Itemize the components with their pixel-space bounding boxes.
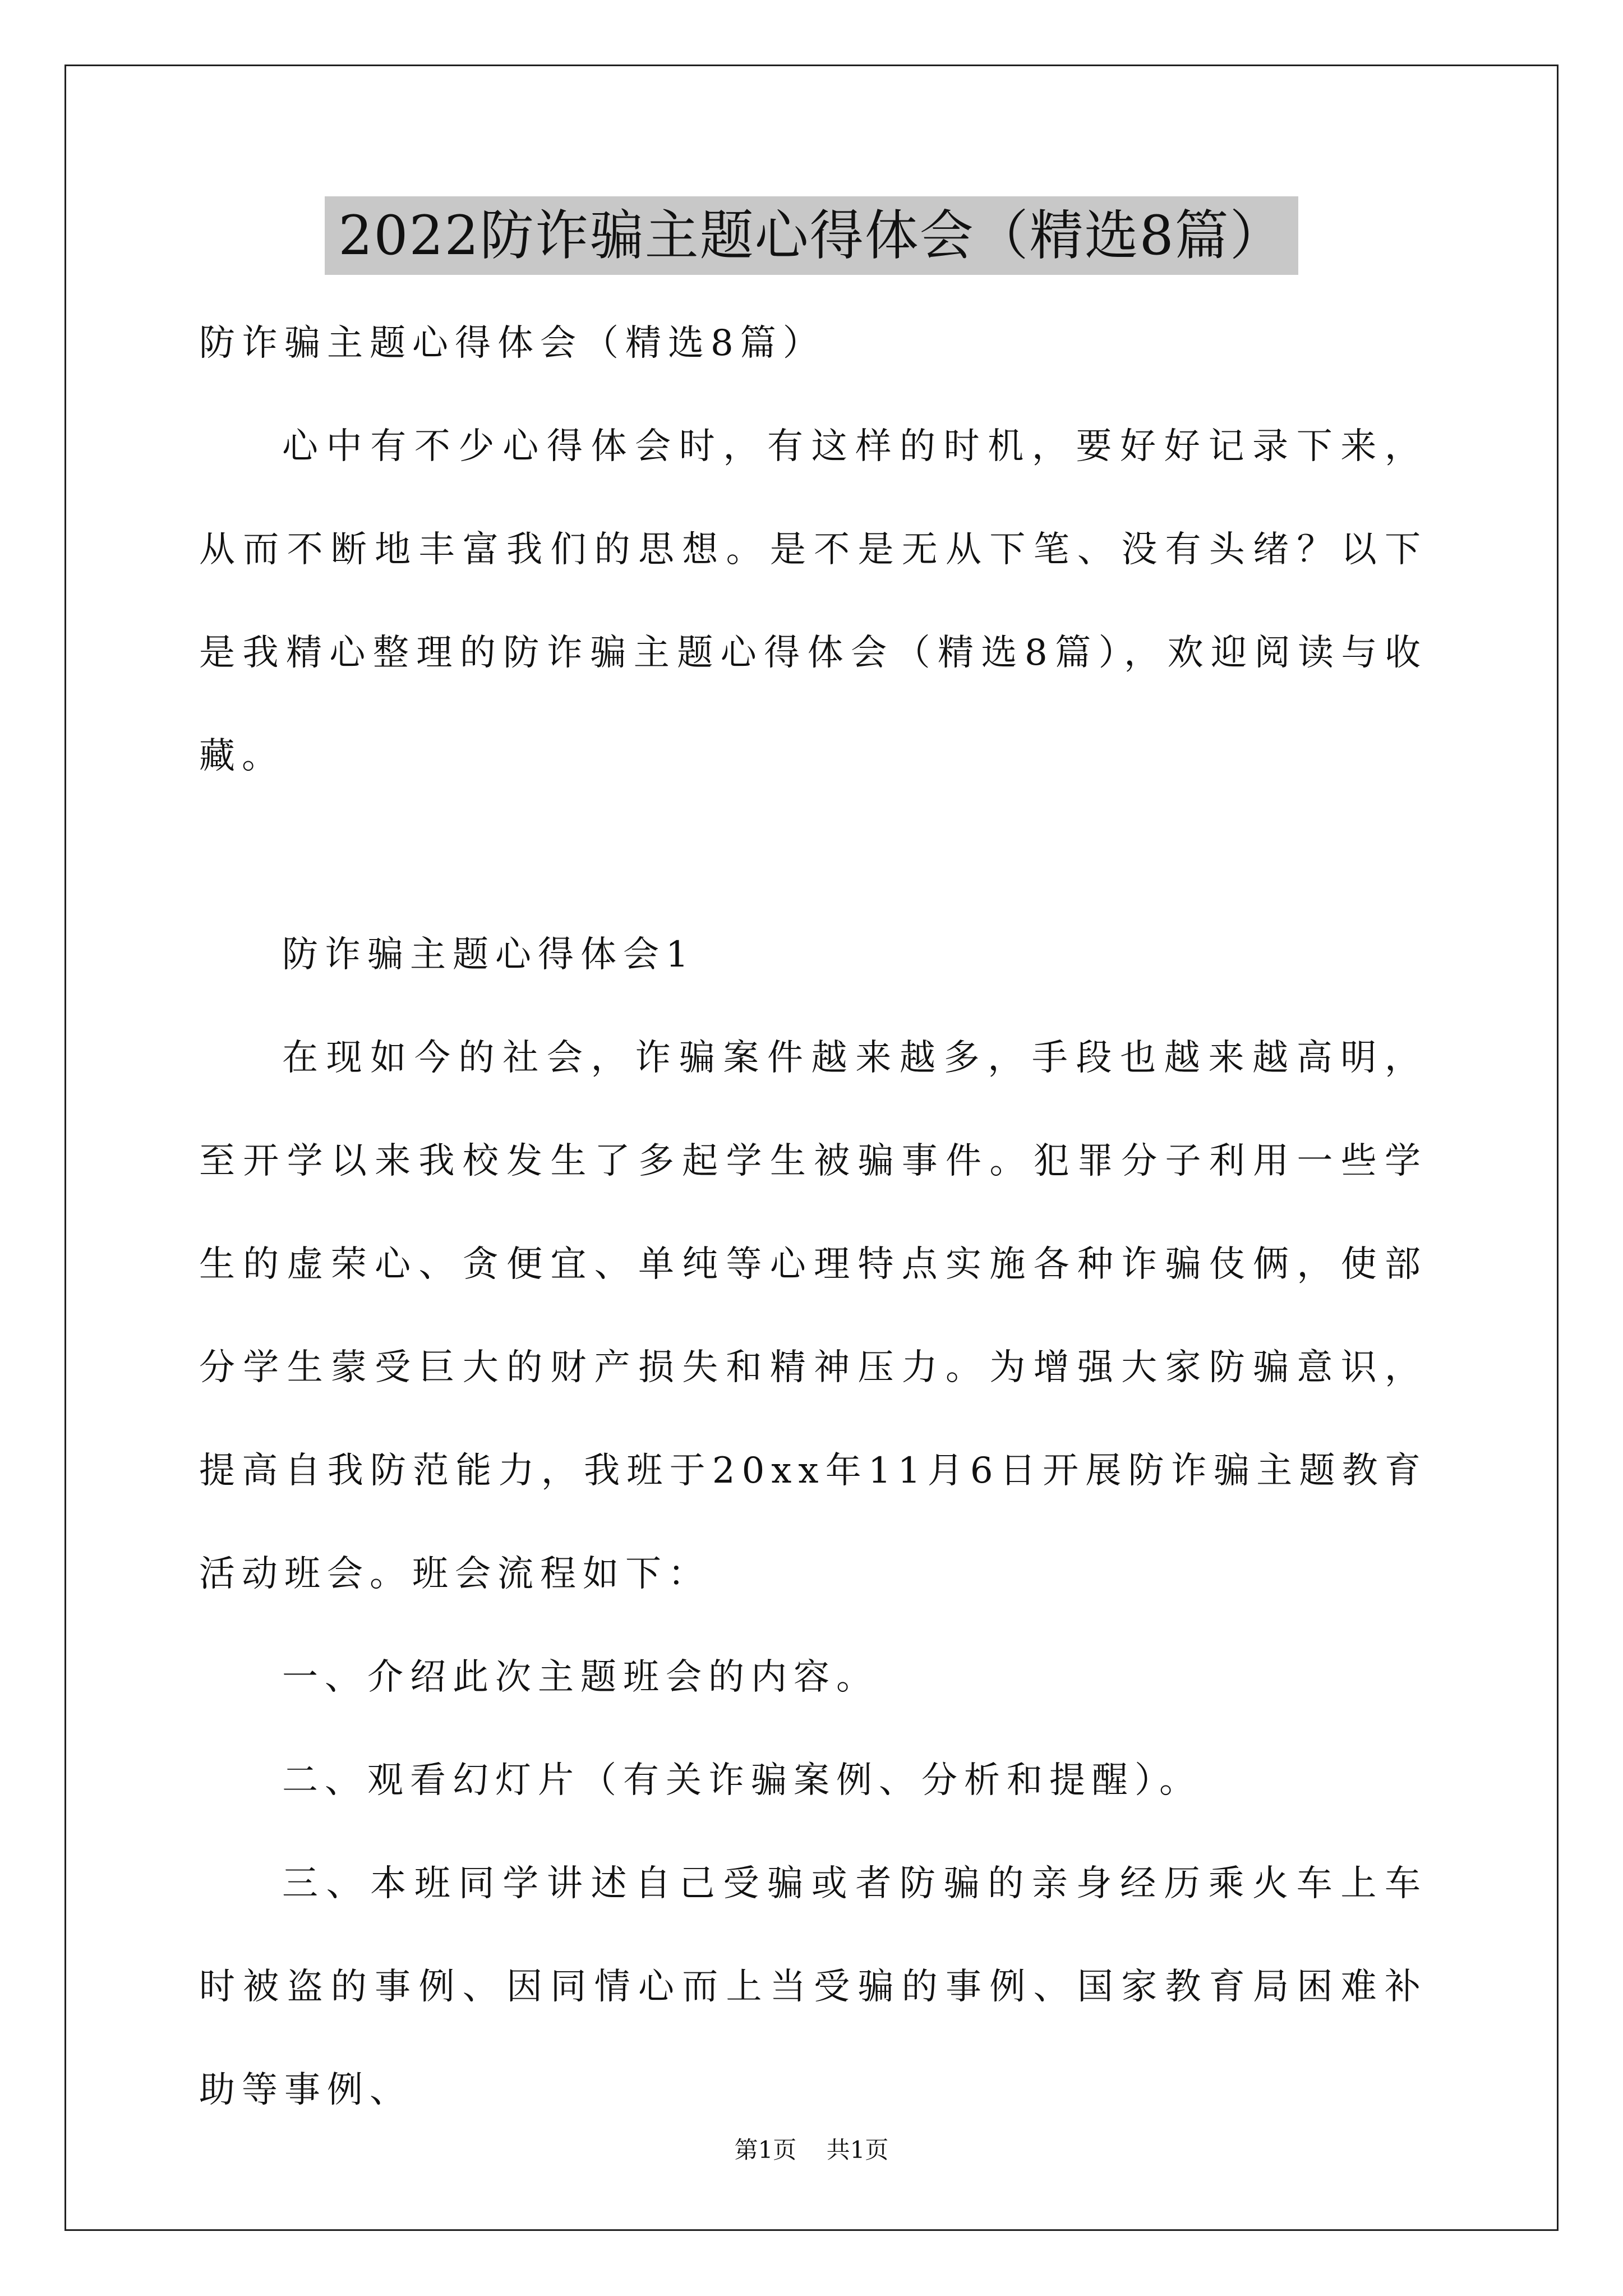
document-body	[199, 292, 1427, 2142]
intro-heading: 防诈骗主题心得体会（精选8篇）	[199, 323, 826, 364]
section-paragraph: 在现如今的社会，诈骗案件越来越多，手段也越来越高明，至开学以来我校发生了多起学生被骗事件。犯罪分子利用一些学生的虚荣心、贪便宜、单纯等心理特点实施各种诈骗伎俩，使部分学生蒙受巨大的财产损失和精神压力。为增强大家防骗意识，提高自我防范能力，我班于20xx年11月6日开展防诈骗主题教育活动班会。班会流程如下：	[199, 1037, 1427, 1595]
title-block	[0, 196, 1623, 275]
page-current: 第1页	[734, 2136, 797, 2164]
list-item-3: 三、本班同学讲述自己受骗或者防骗的亲身经历乘火车上车时被盗的事例、因同情心而上当受骗的事例、国家教育局困难补助等事例、	[199, 1863, 1427, 2111]
page-footer	[0, 2132, 1623, 2165]
page-total: 共1页	[826, 2136, 889, 2164]
list-item-2: 二、观看幻灯片（有关诈骗案例、分析和提醒）。	[282, 1760, 1202, 1801]
intro-paragraph: 心中有不少心得体会时，有这样的时机，要好好记录下来，从而不断地丰富我们的思想。是不是无从下笔、没有头绪？以下是我精心整理的防诈骗主题心得体会（精选8篇），欢迎阅读与收藏。	[199, 426, 1427, 777]
document-title: 2022防诈骗主题心得体会（精选8篇）	[325, 196, 1298, 275]
section-heading: 防诈骗主题心得体会1	[282, 934, 695, 976]
list-item-1: 一、介绍此次主题班会的内容。	[282, 1657, 879, 1698]
